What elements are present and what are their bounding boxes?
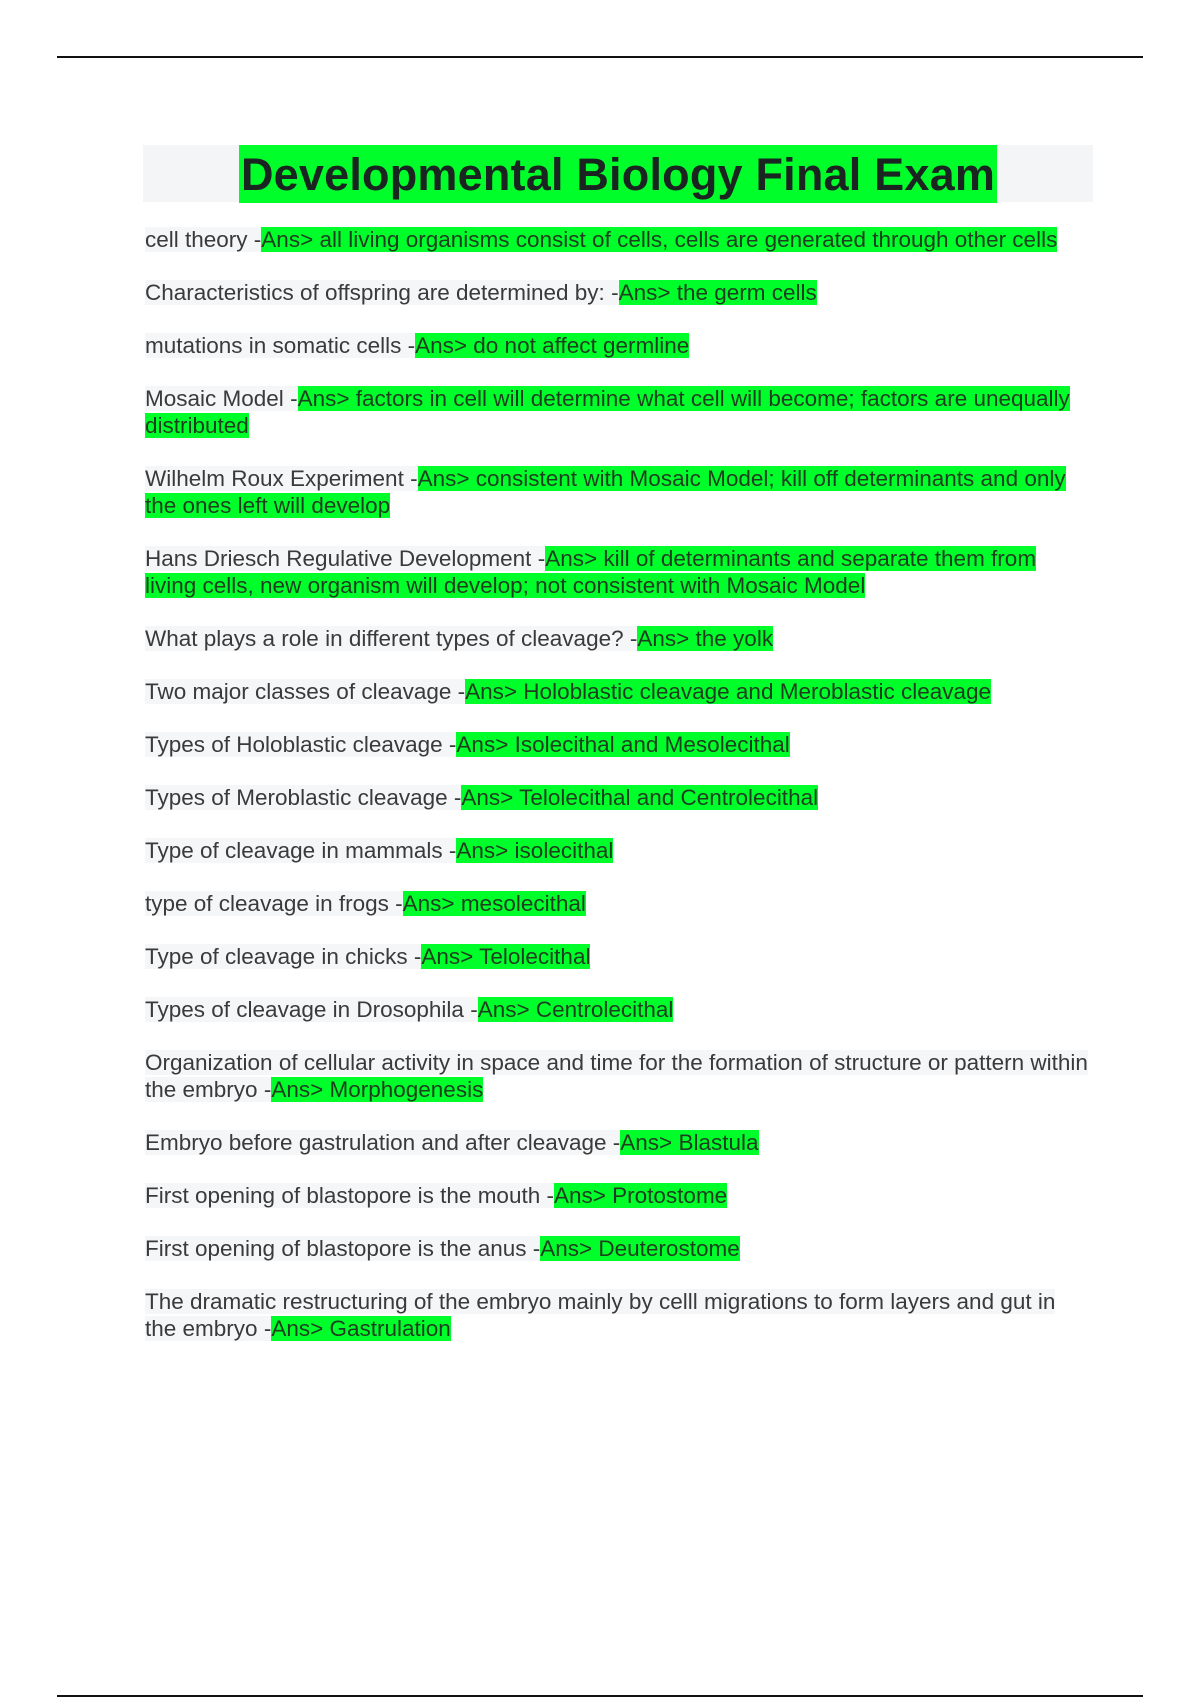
question-text: First opening of blastopore is the anus xyxy=(145,1236,527,1261)
qa-entry xyxy=(145,332,1090,359)
answer-highlight: Ans> Holoblastic cleavage and Meroblastic cleavage xyxy=(465,679,992,704)
question-text: Characteristics of offspring are determined by: xyxy=(145,280,605,305)
answer-highlight: Ans> consistent with Mosaic Model; kill off determinants and only the ones left will develop xyxy=(145,466,1066,518)
answer-highlight: Ans> Protostome xyxy=(553,1183,728,1208)
question-text: cell theory xyxy=(145,227,248,252)
answer-separator: - xyxy=(257,1077,272,1102)
question-text: Types of cleavage in Drosophila xyxy=(145,997,464,1022)
qa-entry xyxy=(145,943,1090,970)
answer-highlight: Ans> Telolecithal xyxy=(421,944,591,969)
bottom-rule xyxy=(57,1695,1143,1697)
question-text: Embryo before gastrulation and after cleavage xyxy=(145,1130,607,1155)
answer-separator: - xyxy=(401,333,416,358)
answer-separator: - xyxy=(447,785,462,810)
qa-entry xyxy=(145,731,1090,758)
question-text: type of cleavage in frogs xyxy=(145,891,389,916)
answer-highlight: Ans> kill of determinants and separate them from living cells, new organism will develop; not consistent with Mosaic Model xyxy=(145,546,1037,598)
answer-separator: - xyxy=(531,546,546,571)
answer-separator: - xyxy=(451,679,466,704)
answer-separator: - xyxy=(606,1130,621,1155)
question-text: What plays a role in different types of cleavage? xyxy=(145,626,624,651)
answer-highlight: Ans> Deuterostome xyxy=(540,1236,740,1261)
answer-separator: - xyxy=(540,1183,554,1208)
answer-highlight: Ans> mesolecithal xyxy=(402,891,586,916)
question-text: Types of Meroblastic cleavage xyxy=(145,785,448,810)
qa-entry xyxy=(145,1049,1090,1103)
answer-separator: - xyxy=(604,280,619,305)
answer-separator: - xyxy=(623,626,638,651)
qa-entry xyxy=(145,890,1090,917)
answer-separator: - xyxy=(247,227,262,252)
question-text: Type of cleavage in chicks xyxy=(145,944,408,969)
question-text: First opening of blastopore is the mouth xyxy=(145,1183,541,1208)
answer-separator: - xyxy=(442,732,457,757)
answer-highlight: Ans> Morphogenesis xyxy=(271,1077,484,1102)
answer-separator: - xyxy=(257,1316,272,1341)
qa-entry xyxy=(145,465,1090,519)
question-text: Two major classes of cleavage xyxy=(145,679,452,704)
document-title: Developmental Biology Final Exam xyxy=(239,145,997,203)
qa-entry xyxy=(145,385,1090,439)
qa-list xyxy=(145,226,1090,1368)
qa-entry xyxy=(145,279,1090,306)
answer-highlight: Ans> Blastula xyxy=(620,1130,759,1155)
question-text: Type of cleavage in mammals xyxy=(145,838,443,863)
answer-highlight: Ans> Telolecithal and Centrolecithal xyxy=(461,785,819,810)
answer-highlight: Ans> do not affect germline xyxy=(415,333,690,358)
qa-entry xyxy=(145,1235,1090,1262)
qa-entry xyxy=(145,1182,1090,1209)
qa-entry xyxy=(145,837,1090,864)
answer-separator: - xyxy=(407,944,422,969)
question-text: Hans Driesch Regulative Development xyxy=(145,546,532,571)
answer-highlight: Ans> Centrolecithal xyxy=(477,997,674,1022)
qa-entry xyxy=(145,1288,1090,1342)
title-band xyxy=(143,145,1093,202)
answer-highlight: Ans> factors in cell will determine what cell will become; factors are unequally distributed xyxy=(145,386,1070,438)
answer-separator: - xyxy=(388,891,403,916)
answer-highlight: Ans> Isolecithal and Mesolecithal xyxy=(456,732,790,757)
answer-highlight: Ans> all living organisms consist of cells, cells are generated through other cells xyxy=(261,227,1058,252)
answer-separator: - xyxy=(442,838,457,863)
question-text: Types of Holoblastic cleavage xyxy=(145,732,443,757)
question-text: Wilhelm Roux Experiment xyxy=(145,466,404,491)
top-rule xyxy=(57,56,1143,58)
question-text: Organization of cellular activity in space and time for the formation of structure or pattern within the embryo xyxy=(145,1050,1088,1102)
qa-entry xyxy=(145,1129,1090,1156)
question-text: The dramatic restructuring of the embryo mainly by celll migrations to form layers and gut in the embryo xyxy=(145,1289,1056,1341)
qa-entry xyxy=(145,545,1090,599)
qa-entry xyxy=(145,226,1090,253)
qa-entry xyxy=(145,678,1090,705)
qa-entry xyxy=(145,625,1090,652)
answer-separator: - xyxy=(283,386,298,411)
qa-entry xyxy=(145,996,1090,1023)
qa-entry xyxy=(145,784,1090,811)
question-text: Mosaic Model xyxy=(145,386,284,411)
answer-highlight: Ans> isolecithal xyxy=(456,838,614,863)
answer-highlight: Ans> the yolk xyxy=(637,626,774,651)
answer-separator: - xyxy=(526,1236,541,1261)
answer-highlight: Ans> Gastrulation xyxy=(271,1316,451,1341)
question-text: mutations in somatic cells xyxy=(145,333,402,358)
answer-separator: - xyxy=(463,997,478,1022)
answer-separator: - xyxy=(403,466,418,491)
answer-highlight: Ans> the germ cells xyxy=(618,280,817,305)
